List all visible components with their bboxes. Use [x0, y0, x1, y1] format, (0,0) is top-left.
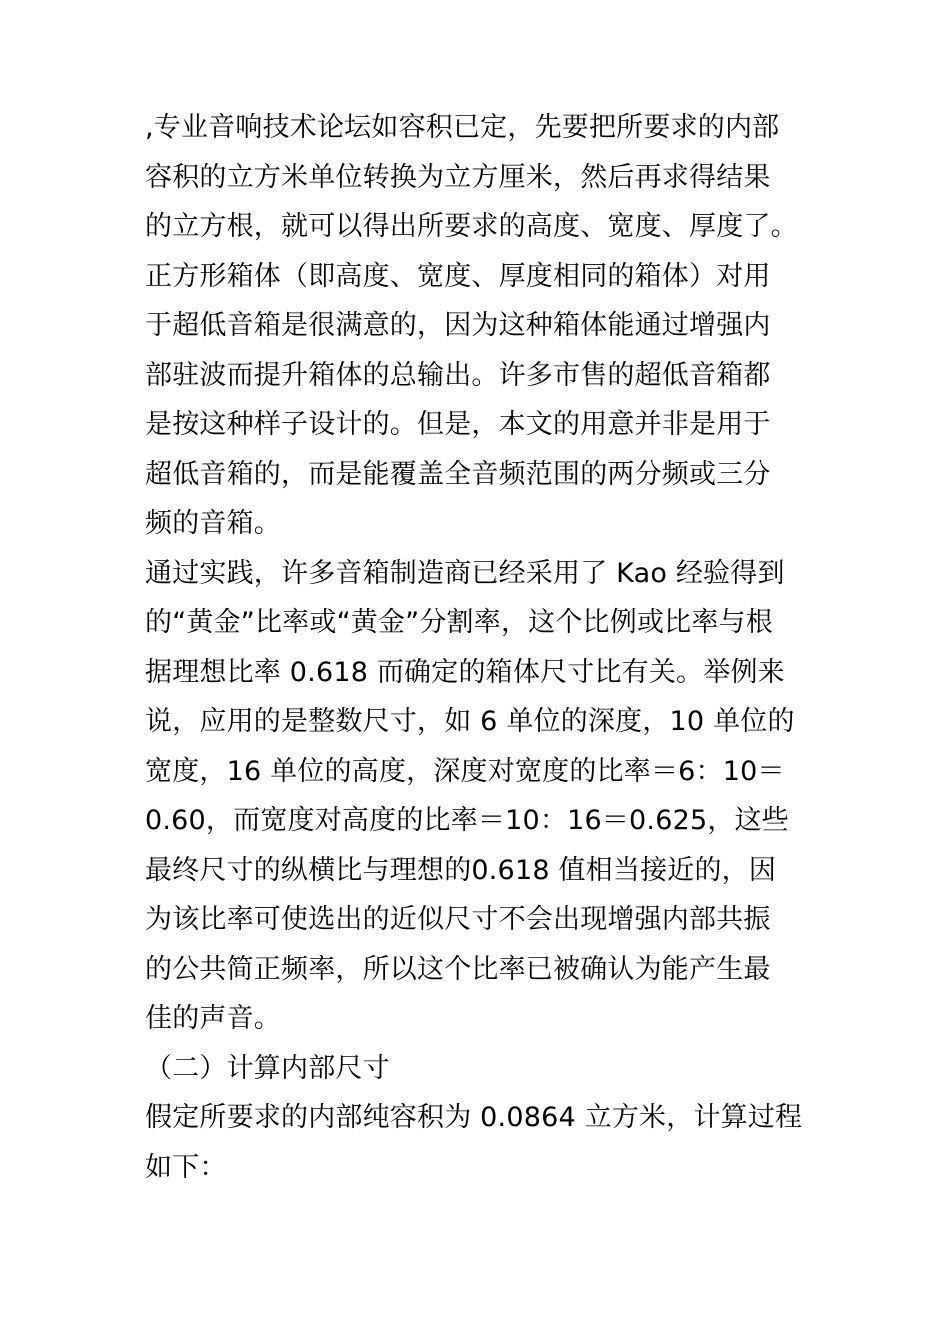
text-line: 为该比率可使选出的近似尺寸不会出现增强内部共振 [145, 904, 771, 935]
text-line: 0.60，而宽度对高度的比率＝10：16＝0.625，这些 [145, 805, 789, 836]
text-line: 宽度，16 单位的高度，深度对宽度的比率＝6：10＝ [145, 755, 785, 787]
text-line: 正方形箱体（即高度、宽度、厚度相同的箱体）对用 [145, 260, 771, 292]
text-line: 是按这种样子设计的。但是，本文的用意并非是用于 [145, 409, 771, 440]
text-line: 容积的立方米单位转换为立方厘米，然后再求得结果 [145, 161, 771, 193]
text-line: 通过实践，许多音箱制造商已经采用了 Kao 经验得到 [145, 557, 785, 589]
section-heading: （二）计算内部尺寸 [145, 1052, 390, 1084]
text-line: 的立方根，就可以得出所要求的高度、宽度、厚度了。 [145, 211, 798, 242]
text-line: 部驻波而提升箱体的总输出。许多市售的超低音箱都 [145, 359, 771, 391]
text-line: ,专业音响技术论坛如容积已定，先要把所要求的内部 [145, 112, 780, 143]
text-line: 说，应用的是整数尺寸，如 6 单位的深度，10 单位的 [145, 706, 795, 737]
text-line: 于超低音箱是很满意的，因为这种箱体能通过增强内 [145, 310, 771, 341]
text-line: 据理想比率 0.618 而确定的箱体尺寸比有关。举例来 [145, 656, 785, 688]
text-line: 假定所要求的内部纯容积为 0.0864 立方米，计算过程 [145, 1102, 803, 1133]
text-line: 最终尺寸的纵横比与理想的0.618 值相当接近的，因 [145, 854, 777, 886]
document-body [145, 103, 825, 1192]
text-line: 如下： [145, 1151, 227, 1183]
text-line: 频的音箱。 [145, 508, 281, 539]
text-line: 的公共简正频率，所以这个比率已被确认为能产生最 [145, 953, 771, 985]
text-line: 的“黄金”比率或“黄金”分割率，这个比例或比率与根 [145, 607, 773, 638]
text-line: 佳的声音。 [145, 1003, 281, 1034]
text-line: 超低音箱的，而是能覆盖全音频范围的两分频或三分 [145, 458, 771, 490]
